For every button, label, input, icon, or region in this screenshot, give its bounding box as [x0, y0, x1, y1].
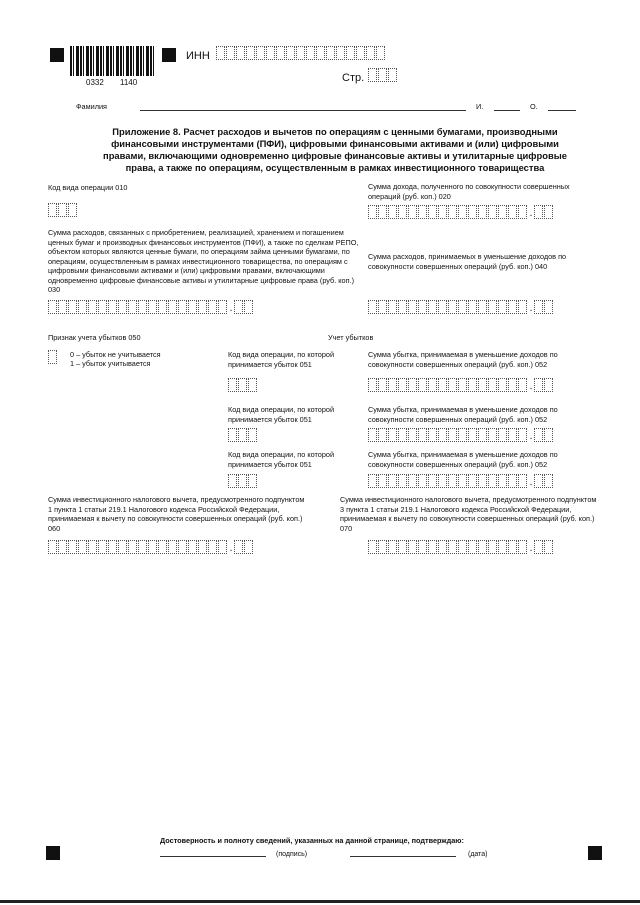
loss-flag-050-label: Признак учета убытков 050 — [48, 333, 141, 342]
page-label: Стр. — [342, 72, 365, 84]
initial1-field[interactable] — [494, 110, 520, 111]
income-020-field[interactable]: . — [368, 205, 554, 219]
inn-field[interactable] — [216, 46, 386, 60]
loss-sum-052-field-1[interactable]: . — [368, 378, 554, 392]
op-code-051-label-3: Код вида операции, по которой принимается убыток 051 — [228, 450, 335, 469]
surname-label: Фамилия — [76, 102, 107, 111]
op-code-051-label-1: Код вида операции, по которой принимается убыток 051 — [228, 350, 335, 369]
loss-sum-052-field-2[interactable]: . — [368, 428, 554, 442]
registration-marker-bottom-left — [46, 846, 60, 860]
op-code-010-field[interactable] — [48, 203, 78, 217]
loss-option-0: 0 – убыток не учитывается — [70, 350, 161, 359]
registration-marker-bottom-right — [588, 846, 602, 860]
initial2-field[interactable] — [548, 110, 576, 111]
deduction-060-label: Сумма инвестиционного налогового вычета, предусмотренного подпунктом 1 пункта 1 статьи 219.1 Налогового кодекса Российской Федерации, принимаемая к вычету по совокупности совершенных операций (руб. коп.) 060 — [48, 495, 305, 533]
surname-field[interactable] — [140, 110, 466, 111]
loss-flag-050-field[interactable] — [48, 350, 58, 364]
confirmation-text: Достоверность и полноту сведений, указанных на данной странице, подтверждаю: — [160, 836, 464, 845]
loss-option-1: 1 – убыток учитывается — [70, 359, 151, 368]
op-code-051-field-2[interactable] — [228, 428, 258, 442]
op-code-010-label: Код вида операции 010 — [48, 183, 128, 192]
registration-marker-top-mid — [162, 48, 176, 62]
signature-caption: (подпись) — [276, 851, 308, 858]
bottom-edge-line — [0, 900, 640, 903]
deduction-070-label: Сумма инвестиционного налогового вычета, предусмотренного подпунктом 3 пункта 1 статьи 219.1 Налогового кодекса Российской Федерации, принимаемая к вычету по совокупности совершенных операций (руб. коп.) 070 — [340, 495, 597, 533]
signature-field[interactable] — [160, 856, 266, 857]
page-title: Приложение 8. Расчет расходов и вычетов по операциям с ценными бумагами, производными финансовыми инструментами (ПФИ), цифровыми финансовыми активами и (или) цифровыми правами, включающими одновременно цифровые финансовые активы и утилитарные цифровые права, а также по операциям, осуществленным в рамках инвестиционного товарищества — [103, 126, 567, 173]
page-number-field[interactable] — [368, 68, 398, 82]
initial1-label: И. — [476, 102, 484, 111]
loss-sum-052-field-3[interactable]: . — [368, 474, 554, 488]
barcode — [70, 46, 154, 76]
deduction-070-field[interactable]: . — [368, 540, 554, 554]
inn-label: ИНН — [186, 50, 210, 62]
loss-sum-052-label-3: Сумма убытка, принимаемая в уменьшение доходов по совокупности совершенных операций (руб. коп.) 052 — [368, 450, 558, 469]
loss-accounting-heading: Учет убытков — [328, 333, 374, 342]
deduction-060-field[interactable]: . — [48, 540, 254, 554]
loss-sum-052-label-2: Сумма убытка, принимаемая в уменьшение доходов по совокупности совершенных операций (руб. коп.) 052 — [368, 405, 558, 424]
op-code-051-field-1[interactable] — [228, 378, 258, 392]
date-caption: (дата) — [468, 851, 488, 858]
expenses-030-label: Сумма расходов, связанных с приобретением, реализацией, хранением и погашением ценных бумаг и производных финансовых инструментов (ПФИ), а также по сделкам РЕПО, объектом которых являются ценные бумаги, по операциям займа ценными бумагами, по операциям, осуществленным в рамках инвестиционного товарищества, по операциям с цифровыми финансовыми активами и (или) цифровыми правами, включающими одновременно цифровые финансовые активы и утилитарные цифровые права (руб. коп.) 030 — [48, 228, 359, 294]
date-field[interactable] — [350, 856, 456, 857]
initial2-label: О. — [530, 102, 538, 111]
loss-sum-052-label-1: Сумма убытка, принимаемая в уменьшение доходов по совокупности совершенных операций (руб. коп.) 052 — [368, 350, 558, 369]
barcode-number-right: 1140 — [120, 78, 138, 87]
expenses-040-field[interactable]: . — [368, 300, 554, 314]
expenses-030-field[interactable]: . — [48, 300, 254, 314]
expenses-040-label: Сумма расходов, принимаемых в уменьшение доходов по совокупности совершенных операций (руб. коп.) 040 — [368, 252, 567, 271]
barcode-number-left: 0332 — [86, 78, 104, 87]
op-code-051-field-3[interactable] — [228, 474, 258, 488]
registration-marker-top-left — [50, 48, 64, 62]
op-code-051-label-2: Код вида операции, по которой принимается убыток 051 — [228, 405, 335, 424]
income-020-label: Сумма дохода, полученного по совокупности совершенных операций (руб. коп.) 020 — [368, 182, 570, 201]
